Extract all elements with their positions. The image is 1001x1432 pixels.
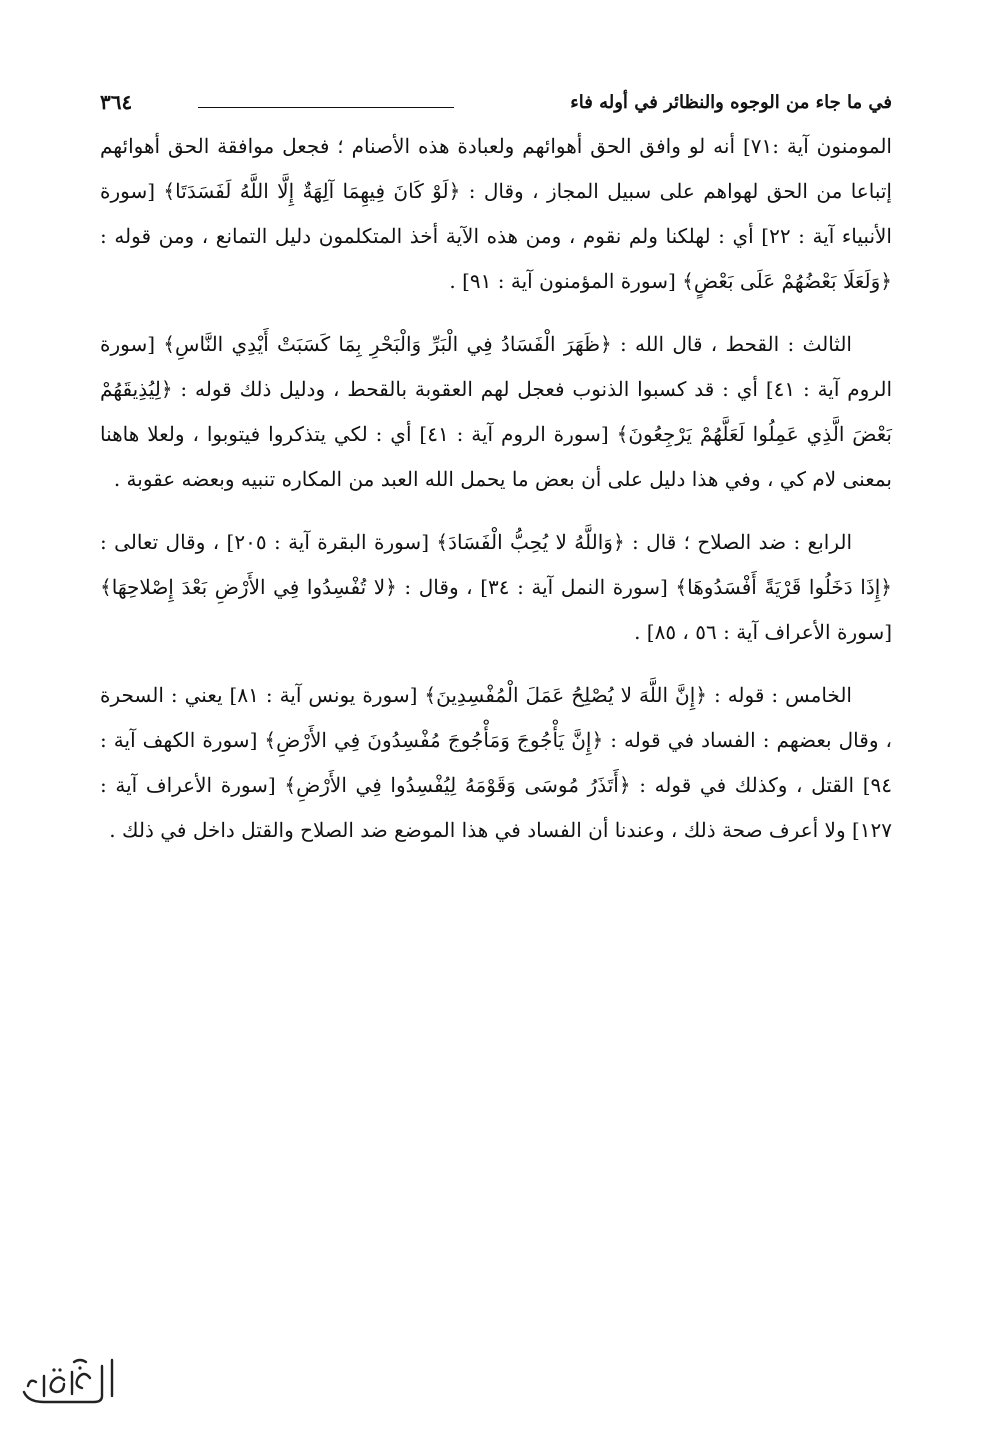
paragraph-3: الرابع : ضد الصلاح ؛ قال : ﴿وَاللَّهُ لا يُحِبُّ الْفَسَادَ﴾ [سورة البقرة آية : ٢٠٥] ، وقال تعالى : ﴿إِذَا دَخَلُوا قَرْيَةً أَفْسَدُوهَا﴾ [سورة النمل آية : ٣٤] ، وقال : ﴿لا تُفْسِدُوا فِي الأَرْضِ بَعْدَ إِصْلاحِهَا﴾ [سورة الأعراف آية : ٥٦ ، ٨٥] .: [100, 530, 893, 644]
paragraph-1: المومنون آية :٧١] أنه لو وافق الحق أهوائهم ولعبادة هذه الأصنام ؛ فجعل موافقة الحق أهوائهم إتباعا من الحق لهواهم على سبيل المجاز ، وقال : ﴿لَوْ كَانَ فِيهِمَا آلِهَةٌ إِلَّا اللَّهُ لَفَسَدَتَا﴾ [سورة الأنبياء آية : ٢٢] أي : لهلكنا ولم نقوم ، ومن هذه الآية أخذ المتكلمون دليل التمانع ، ومن قوله : ﴿وَلَعَلَا بَعْضُهُمْ عَلَى بَعْضٍ﴾ [سورة المؤمنون آية : ٩١] .: [100, 134, 892, 293]
page-number: ٣٦٤: [100, 90, 133, 114]
page-title: في ما جاء من الوجوه والنظائر في أوله فاء: [570, 92, 892, 113]
header-rule: [198, 107, 454, 108]
paragraph-2: الثالث : القحط ، قال الله : ﴿ظَهَرَ الْفَسَادُ فِي الْبَرِّ وَالْبَحْرِ بِمَا كَسَبَتْ أَيْدِي النَّاسِ﴾ [سورة الروم آية : ٤١] أي : قد كسبوا الذنوب فعجل لهم العقوبة بالقحط ، ودليل ذلك قوله : ﴿لِيُذِيقَهُمْ بَعْضَ الَّذِي عَمِلُوا لَعَلَّهُمْ يَرْجِعُونَ﴾ [سورة الروم آية : ٤١] أي : لكي يتذكروا فيتوبوا ، ولعلا هاهنا بمعنى لام كي ، وفي هذا دليل على أن بعض ما يحمل الله العبد من المكاره تنبيه وبعضه عقوبة .: [100, 332, 892, 491]
calligraphy-logo-icon: [14, 1352, 126, 1412]
body-text: [100, 124, 892, 871]
calligraphy-logo: [14, 1352, 126, 1412]
paragraph-4: الخامس : قوله : ﴿إِنَّ اللَّهَ لا يُصْلِحُ عَمَلَ الْمُفْسِدِينَ﴾ [سورة يونس آية : ٨١] يعني : السحرة ، وقال بعضهم : الفساد في قوله : ﴿إِنَّ يَأْجُوجَ وَمَأْجُوجَ مُفْسِدُونَ فِي الأَرْضِ﴾ [سورة الكهف آية : ٩٤] القتل ، وكذلك في قوله : ﴿أَتَذَرُ مُوسَى وَقَوْمَهُ لِيُفْسِدُوا فِي الأَرْضِ﴾ [سورة الأعراف آية : ١٢٧] ولا أعرف صحة ذلك ، وعندنا أن الفساد في هذا الموضع ضد الصلاح والقتل داخل في ذلك .: [100, 683, 892, 842]
running-header: [100, 88, 892, 122]
